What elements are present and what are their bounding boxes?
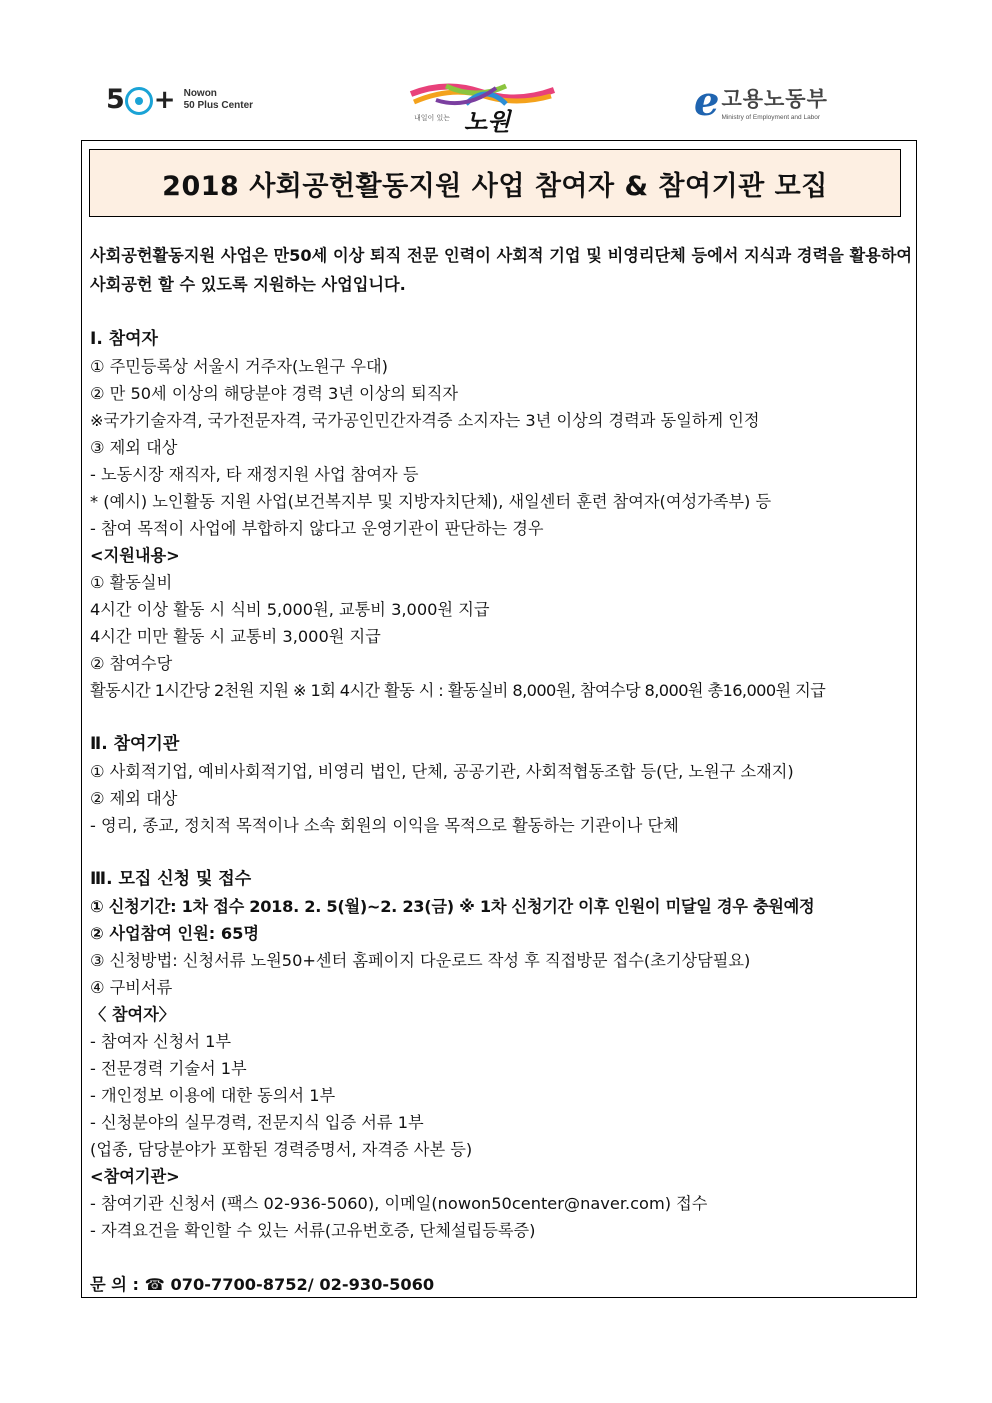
subsection-heading: <지원내용> xyxy=(90,546,180,565)
list-item: - 개인정보 이용에 대한 동의서 1부 xyxy=(90,1086,336,1105)
application-period: ① 신청기간: 1차 접수 2018. 2. 5(월)~2. 23(금) ※ 1차 신청기간 이후 인원이 미달일 경우 충원예정 xyxy=(90,897,815,916)
list-item: ② 참여수당 xyxy=(90,654,173,673)
list-item: ② 만 50세 이상의 해당분야 경력 3년 이상의 퇴직자 xyxy=(90,384,459,403)
list-item: 4시간 이상 활동 시 식비 5,000원, 교통비 3,000원 지급 xyxy=(90,600,490,619)
list-item: 4시간 미만 활동 시 교통비 3,000원 지급 xyxy=(90,627,381,646)
nowon-50plus-logo: 5 + Nowon 50 Plus Center xyxy=(106,84,254,115)
moel-e-icon: e xyxy=(694,78,720,125)
list-item: ① 주민등록상 서울시 거주자(노원구 우대) xyxy=(90,357,388,376)
title-box xyxy=(89,149,901,217)
list-item: - 신청분야의 실무경력, 전문지식 입증 서류 1부 xyxy=(90,1113,424,1132)
header-logos xyxy=(0,0,992,140)
document-frame xyxy=(81,140,917,1298)
list-item: - 참여 목적이 사업에 부합하지 않다고 운영기관이 판단하는 경우 xyxy=(90,519,544,538)
moel-logo: e 고용노동부 Ministry of Employment and Labor xyxy=(694,78,828,125)
section-heading: Ⅲ. 모집 신청 및 접수 xyxy=(90,869,252,889)
list-item: - 노동시장 재직자, 타 재정지원 사업 참여자 등 xyxy=(90,465,419,484)
subsection-heading: <참여기관> xyxy=(90,1167,180,1186)
list-item: 활동시간 1시간당 2천원 지원 ※ 1회 4시간 활동 시 : 활동실비 8,000원, 참여수당 8,000원 총16,000원 지급 xyxy=(90,681,826,700)
list-item: * (예시) 노인활동 지원 사업(보건복지부 및 지방자치단체), 새일센터 훈련 참여자(여성가족부) 등 xyxy=(90,492,772,511)
section-heading: Ⅱ. 참여기관 xyxy=(90,734,180,754)
contact-info: 문 의 : ☎ 070-7700-8752/ 02-930-5060 xyxy=(90,1275,435,1294)
subsection-heading: 〈 참여자〉 xyxy=(90,1005,175,1024)
list-item: - 영리, 종교, 정치적 목적이나 소속 회원의 이익을 목적으로 활동하는 기관이나 단체 xyxy=(90,816,679,835)
list-item: - 자격요건을 확인할 수 있는 서류(고유번호증, 단체설립등록증) xyxy=(90,1221,536,1240)
application-method: ③ 신청방법: 신청서류 노원50+센터 홈페이지 다운로드 작성 후 직접방문 접수(초기상담필요) xyxy=(90,951,751,970)
required-docs: ④ 구비서류 xyxy=(90,978,173,997)
section-heading: Ⅰ. 참여자 xyxy=(90,329,158,349)
intro-paragraph: 사회공헌활동지원 사업은 만50세 이상 퇴직 전문 인력이 사회적 기업 및 비영리단체 등에서 지식과 경력을 활용하여 사회공헌 할 수 있도록 지원하는 사업입니다. xyxy=(90,246,912,294)
page-title: 2018 사회공헌활동지원 사업 참여자 & 참여기관 모집 xyxy=(162,170,828,202)
list-item: ③ 제외 대상 xyxy=(90,438,178,457)
list-item: - 참여기관 신청서 (팩스 02-936-5060), 이메일(nowon50center@naver.com) 접수 xyxy=(90,1194,708,1213)
list-item: ② 제외 대상 xyxy=(90,789,178,808)
list-item: (업종, 담당분야가 포함된 경력증명서, 자격증 사본 등) xyxy=(90,1140,473,1159)
circle-icon xyxy=(125,87,153,115)
headcount: ② 사업참여 인원: 65명 xyxy=(90,924,260,943)
list-item: ① 사회적기업, 예비사회적기업, 비영리 법인, 단체, 공공기관, 사회적협동조합 등(단, 노원구 소재지) xyxy=(90,762,794,781)
document-body xyxy=(90,241,912,1298)
list-item: - 참여자 신청서 1부 xyxy=(90,1032,232,1051)
list-item: ① 활동실비 xyxy=(90,573,173,592)
list-item: ※국가기술자격, 국가전문자격, 국가공인민간자격증 소지자는 3년 이상의 경력과 동일하게 인정 xyxy=(90,411,760,430)
list-item: - 전문경력 기술서 1부 xyxy=(90,1059,247,1078)
nowon-district-logo: 내일이 있는 노원 xyxy=(406,82,556,130)
